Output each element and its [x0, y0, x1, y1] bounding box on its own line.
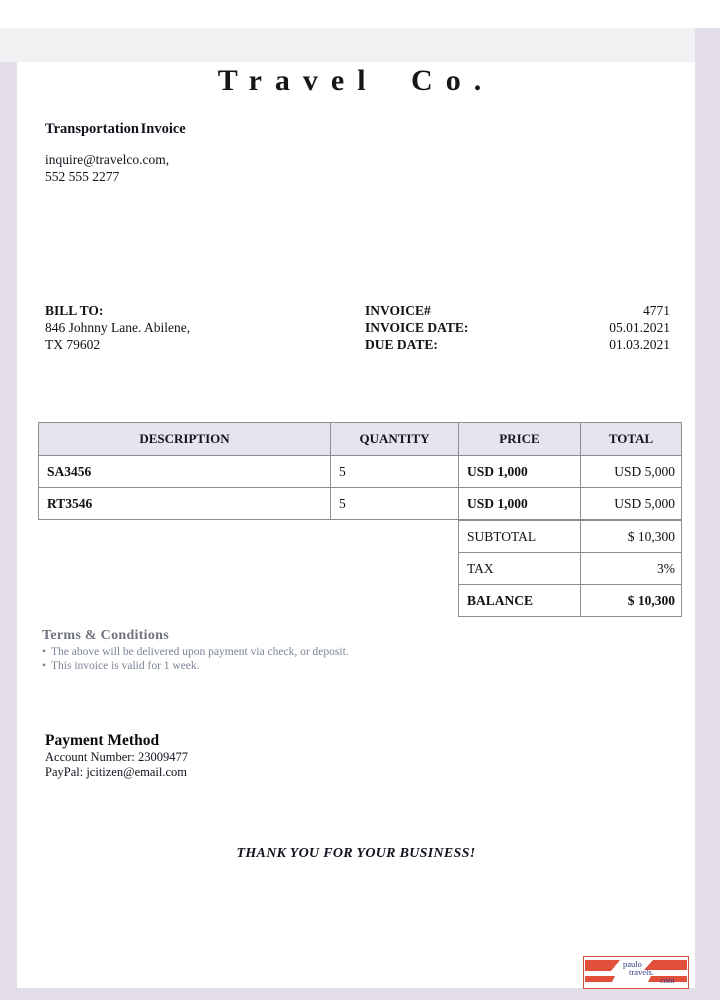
line-items-section — [38, 422, 681, 617]
item-total: USD 5,000 — [581, 488, 682, 520]
summary-table — [458, 520, 682, 617]
logo-left-bar-icon — [585, 976, 615, 982]
logo-text-line3: com — [660, 975, 675, 985]
logo-graphic — [583, 956, 689, 989]
due-date-value: 01.03.2021 — [609, 337, 670, 352]
subtotal-row — [459, 521, 682, 553]
balance-label: BALANCE — [459, 585, 581, 617]
invoice-meta-block — [365, 302, 670, 353]
invoice-number-label: INVOICE# — [365, 303, 431, 318]
subtotal-label: SUBTOTAL — [459, 521, 581, 553]
viewer-gray-band — [0, 28, 695, 62]
thank-you-message: THANK YOU FOR YOUR BUSINESS! — [236, 846, 476, 861]
logo-text-line2: travels. — [629, 967, 654, 977]
col-header-price: PRICE — [459, 423, 581, 456]
item-description: SA3456 — [39, 456, 331, 488]
terms-bullet-text: This invoice is valid for 1 week. — [51, 659, 200, 672]
contact-phone: 552 555 2277 — [45, 168, 120, 184]
invoice-number-row — [365, 302, 670, 319]
terms-title: Terms & Conditions — [42, 628, 170, 643]
paulo-travels-logo — [583, 956, 689, 989]
bill-to-address-line2: TX 79602 — [45, 337, 101, 352]
contact-block — [45, 152, 169, 185]
invoice-date-value: 05.01.2021 — [609, 320, 670, 335]
payment-section — [45, 732, 188, 780]
balance-value: $ 10,300 — [581, 585, 682, 617]
bullet-marker: • — [42, 659, 47, 672]
invoice-date-row — [365, 319, 670, 336]
payment-paypal: PayPal: jcitizen@email.com — [45, 765, 188, 779]
item-description: RT3546 — [39, 488, 331, 520]
item-quantity: 5 — [331, 456, 459, 488]
balance-row — [459, 585, 682, 617]
due-date-label: DUE DATE: — [365, 337, 438, 352]
terms-section — [42, 628, 349, 673]
bill-to-label: BILL TO: — [45, 303, 104, 318]
table-row — [39, 488, 682, 520]
invoice-number-value: 4771 — [643, 303, 670, 318]
payment-account-number: Account Number: 23009477 — [45, 750, 189, 764]
tax-label: TAX — [459, 553, 581, 585]
invoice-page — [17, 62, 695, 988]
document-title: Transportation Invoice — [45, 121, 186, 137]
table-row — [39, 456, 682, 488]
bill-to-address-line1: 846 Johnny Lane. Abilene, — [45, 320, 191, 335]
logo-text-line1: paulo — [623, 959, 642, 969]
col-header-quantity: QUANTITY — [331, 423, 459, 456]
line-items-table — [38, 422, 682, 520]
bill-to-block — [45, 302, 190, 353]
item-price: USD 1,000 — [459, 456, 581, 488]
due-date-row — [365, 336, 670, 353]
item-price: USD 1,000 — [459, 488, 581, 520]
terms-bullet-text: The above will be delivered upon payment via check, or deposit. — [51, 646, 349, 658]
invoice-date-label: INVOICE DATE: — [365, 320, 469, 335]
col-header-description: DESCRIPTION — [39, 423, 331, 456]
terms-bullet-1 — [42, 646, 349, 660]
item-quantity: 5 — [331, 488, 459, 520]
terms-bullet-2 — [42, 660, 349, 674]
payment-method-title: Payment Method — [45, 732, 160, 749]
contact-email: inquire@travelco.com, — [45, 152, 170, 167]
bullet-marker: • — [42, 646, 47, 658]
subtotal-value: $ 10,300 — [581, 521, 682, 553]
company-name: Travel Co. — [217, 64, 495, 97]
col-header-total: TOTAL — [581, 423, 682, 456]
tax-value: 3% — [581, 553, 682, 585]
tax-row — [459, 553, 682, 585]
item-total: USD 5,000 — [581, 456, 682, 488]
table-header-row — [39, 423, 682, 456]
viewer-top-strip — [0, 0, 720, 28]
